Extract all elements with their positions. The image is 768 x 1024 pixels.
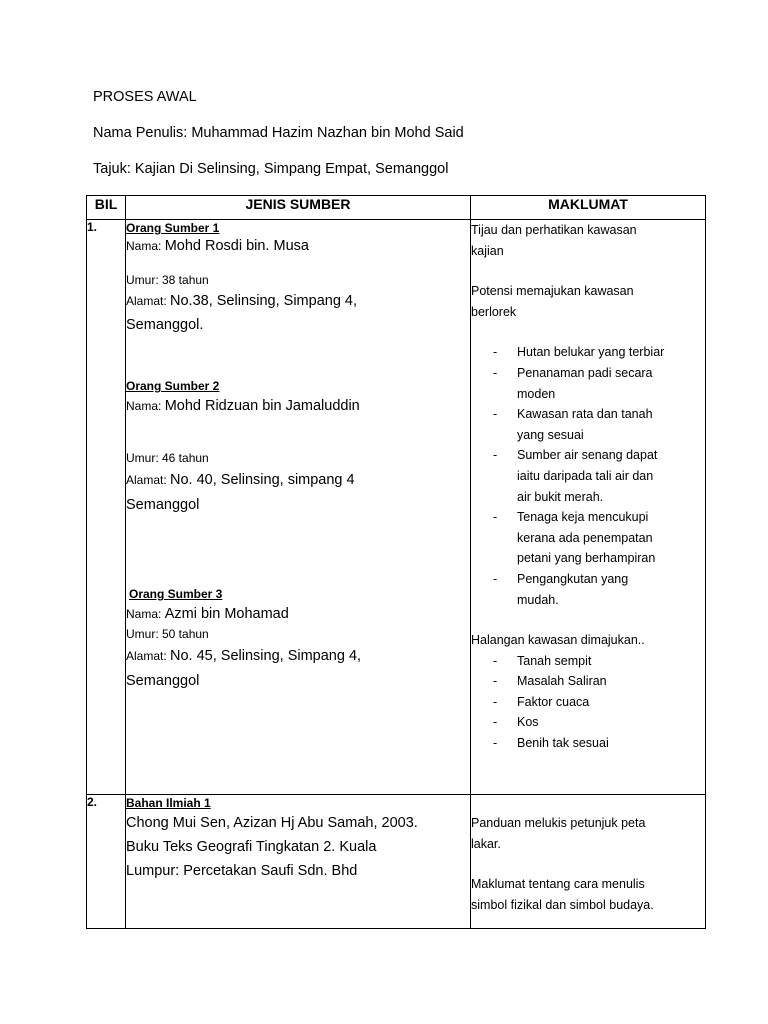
source-table — [86, 195, 706, 929]
source-address: Alamat: No.38, Selinsing, Simpang 4, — [126, 293, 358, 309]
potensi-list — [471, 342, 705, 610]
row-number: 1. — [87, 220, 126, 795]
source-address: Alamat: No. 45, Selinsing, Simpang 4, — [126, 648, 362, 664]
sources-cell — [126, 795, 471, 929]
reference-line: Buku Teks Geografi Tingkatan 2. Kuala — [126, 839, 377, 855]
list-item: - Sumber air senang dapat iaitu daripada tali air dan air bukit merah. — [517, 445, 705, 507]
list-item: - Tenaga keja mencukupi kerana ada penempatan petani yang berhampiran — [517, 507, 705, 569]
potensi-heading: Potensi memajukan kawasan — [471, 284, 634, 299]
source-name: Nama: Mohd Ridzuan bin Jamaluddin — [126, 398, 360, 414]
source-title: Orang Sumber 2 — [126, 379, 220, 393]
info-text: Maklumat tentang cara menulis — [471, 877, 645, 892]
source-address-cont: Semanggol — [126, 673, 200, 689]
reference-line: Lumpur: Percetakan Saufi Sdn. Bhd — [126, 863, 358, 879]
list-item: - Benih tak sesuai — [517, 733, 705, 754]
list-item: - Hutan belukar yang terbiar — [517, 342, 705, 363]
halangan-list — [471, 651, 705, 754]
potensi-heading-cont: berlorek — [471, 304, 517, 319]
list-item: - Penanaman padi secara moden — [517, 363, 705, 404]
list-item: - Faktor cuaca — [517, 692, 705, 713]
topic-line: Tajuk: Kajian Di Selinsing, Simpang Empat, Semanggol — [93, 161, 449, 177]
reference-line: Chong Mui Sen, Azizan Hj Abu Samah, 2003. — [126, 815, 418, 831]
info-text: Panduan melukis petunjuk peta — [471, 816, 646, 830]
source-age: Umur: 38 tahun — [126, 273, 209, 287]
list-item: - Tanah sempit — [517, 651, 705, 672]
source-address: Alamat: No. 40, Selinsing, simpang 4 — [126, 472, 355, 488]
sources-cell — [126, 220, 471, 795]
maklumat-cell — [471, 220, 706, 795]
source-age: Umur: 46 tahun — [126, 451, 209, 465]
list-item: - Kos — [517, 712, 705, 733]
row-number: 2. — [87, 795, 126, 929]
document-title: PROSES AWAL — [93, 89, 197, 105]
source-name: Nama: Mohd Rosdi bin. Musa — [126, 238, 309, 254]
info-intro-cont: kajian — [471, 243, 504, 258]
source-address-cont: Semanggol — [126, 497, 200, 513]
table-row — [87, 220, 706, 795]
source-age: Umur: 50 tahun — [126, 627, 209, 641]
maklumat-cell — [471, 795, 706, 929]
list-item: - Kawasan rata dan tanah yang sesuai — [517, 404, 705, 445]
halangan-heading: Halangan kawasan dimajukan.. — [471, 633, 645, 648]
list-item: - Pengangkutan yang mudah. — [517, 569, 705, 610]
list-item: - Masalah Saliran — [517, 671, 705, 692]
source-title: Bahan Ilmiah 1 — [126, 796, 211, 810]
source-title: Orang Sumber 1 — [126, 221, 220, 235]
source-name: Nama: Azmi bin Mohamad — [126, 606, 289, 622]
author-line: Nama Penulis: Muhammad Hazim Nazhan bin Mohd Said — [93, 125, 464, 141]
table-header-row — [87, 196, 706, 220]
info-text: lakar. — [471, 836, 501, 851]
col-header-jenis-sumber: JENIS SUMBER — [126, 196, 471, 220]
info-text: simbol fizikal dan simbol budaya. — [471, 897, 654, 912]
info-intro: Tijau dan perhatikan kawasan — [471, 223, 637, 237]
col-header-bil: BIL — [87, 196, 126, 220]
source-address-cont: Semanggol. — [126, 317, 204, 333]
source-title: Orang Sumber 3 — [129, 587, 223, 601]
col-header-maklumat: MAKLUMAT — [471, 196, 706, 220]
table-row — [87, 795, 706, 929]
